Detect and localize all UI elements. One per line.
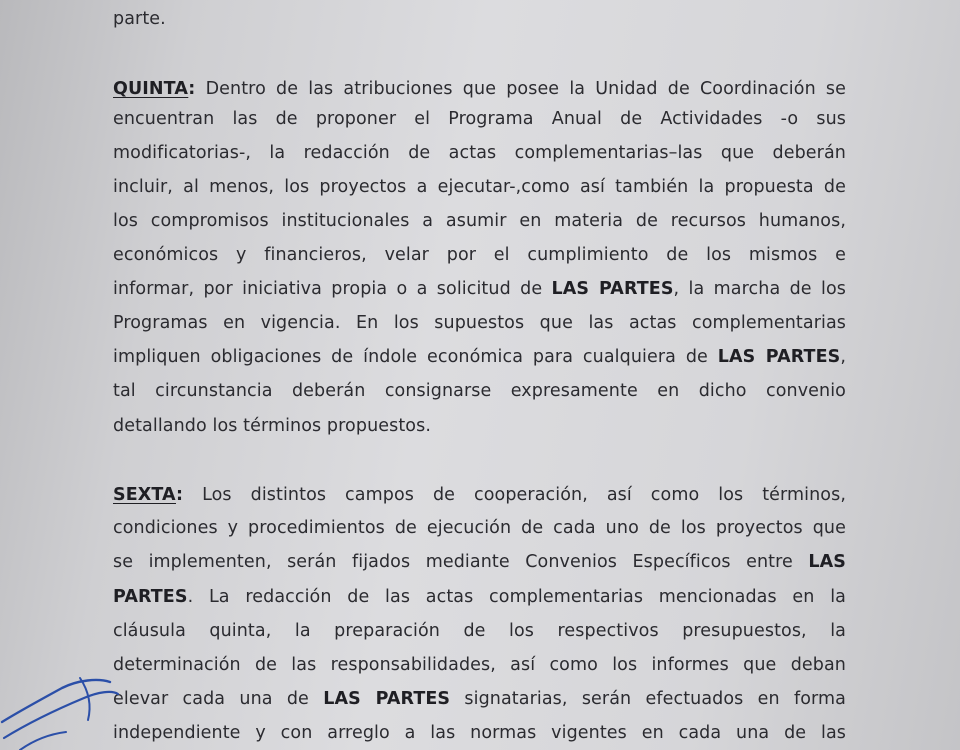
las-partes-term: LAS PARTES [717,347,841,367]
sexta-heading: SEXTA [113,485,176,505]
sexta-line-7: elevar cada una de LAS PARTES signatarias, serán efectuados en forma [113,689,847,709]
sexta-line-4: PARTES. La redacción de las actas complementarias mencionadas en la [113,587,846,607]
sexta-line-6: determinación de las responsabilidades, así como los informes que deban [113,655,846,675]
quinta-heading-colon: : [188,79,196,99]
sexta-line-1: SEXTA: Los distintos campos de cooperación, así como los términos, [113,485,846,505]
las-partes-term: LAS [808,552,846,572]
intro-line: parte. [113,9,166,29]
quinta-line-2: encuentran las de proponer el Programa Anual de Actividades -o sus [113,109,846,129]
quinta-line-9: impliquen obligaciones de índole económica para cualquiera de LAS PARTES, [113,347,846,367]
quinta-line-7: informar, por iniciativa propia o a solicitud de LAS PARTES, la marcha de los [113,279,846,299]
quinta-line-11: detallando los términos propuestos. [113,416,431,436]
quinta-line-10: tal circunstancia deberán consignarse expresamente en dicho convenio [113,381,846,401]
quinta-line-5: los compromisos institucionales a asumir en materia de recursos humanos, [113,211,846,231]
las-partes-term: LAS PARTES [323,689,451,709]
quinta-line-3: modificatorias-, la redacción de actas complementarias–las que deberán [113,143,846,163]
quinta-line-8: Programas en vigencia. En los supuestos que las actas complementarias [113,313,846,333]
quinta-line-6: económicos y financieros, velar por el cumplimiento de los mismos e [113,245,846,265]
quinta-heading: QUINTA [113,79,189,99]
sexta-line-2: condiciones y procedimientos de ejecución de cada uno de los proyectos que [113,518,846,538]
quinta-line-1: QUINTA: Dentro de las atribuciones que posee la Unidad de Coordinación se [113,79,846,99]
las-partes-term: PARTES [113,587,188,607]
sexta-line-3: se implementen, serán fijados mediante Convenios Específicos entre LAS [113,552,846,572]
quinta-line-4: incluir, al menos, los proyectos a ejecutar-,como así también la propuesta de [113,177,846,197]
sexta-heading-colon: : [176,485,184,505]
sexta-line-5: cláusula quinta, la preparación de los respectivos presupuestos, la [113,621,846,641]
las-partes-term: LAS PARTES [551,279,674,299]
sexta-line-8: independiente y con arreglo a las normas vigentes en cada una de las [113,723,846,743]
signature-icon [0,660,140,750]
